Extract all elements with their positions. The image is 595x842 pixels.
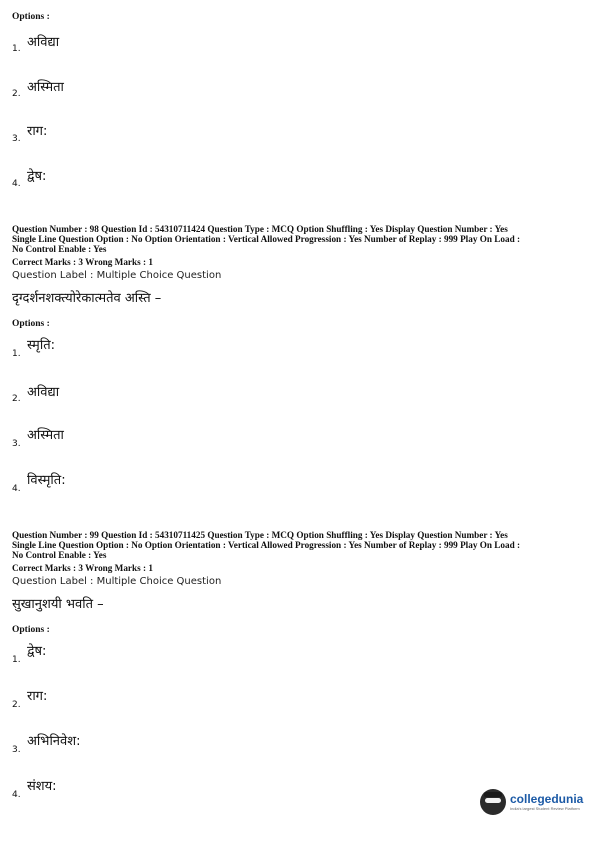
- option-number: 1.: [12, 44, 21, 54]
- question-marks: Correct Marks : 3 Wrong Marks : 1: [12, 257, 153, 267]
- option-number: 4.: [12, 484, 21, 494]
- option-text: अविद्या: [27, 35, 60, 50]
- question-text: दृग्दर्शनशक्त्योरेकात्मतेव अस्ति –: [12, 291, 162, 306]
- collegedunia-logo: [480, 789, 583, 815]
- option-text: विस्मृति:: [27, 473, 66, 488]
- question-label: Question Label : Multiple Choice Question: [12, 576, 222, 587]
- option-text: राग:: [27, 689, 48, 704]
- question-marks: Correct Marks : 3 Wrong Marks : 1: [12, 563, 153, 573]
- option-text: अस्मिता: [27, 80, 64, 95]
- option-text: अभिनिवेश:: [27, 734, 81, 749]
- option-number: 2.: [12, 700, 21, 710]
- option-text: राग:: [27, 124, 48, 139]
- option-text: द्वेष:: [27, 169, 47, 184]
- option-number: 1.: [12, 655, 21, 665]
- question-text: सुखानुशयी भवति –: [12, 597, 104, 612]
- option-number: 3.: [12, 134, 21, 144]
- logo-name: collegedunia: [510, 792, 584, 806]
- option-number: 2.: [12, 89, 21, 99]
- option-text: स्मृति:: [27, 338, 55, 353]
- question-meta: Question Number : 98 Question Id : 54310711424 Question Type : MCQ Option Shuffling : Yes Display Question Number : Yes Single Line Question Option : No Option Orientation : Vertical Allowed Progression : Yes Number of Replay : 999 Play On Load : No Control Enable : Yes: [12, 224, 521, 254]
- logo-text: [510, 793, 583, 811]
- option-text: अस्मिता: [27, 428, 64, 443]
- options-label: Options :: [12, 625, 50, 635]
- option-text: अविद्या: [27, 385, 60, 400]
- option-number: 4.: [12, 790, 21, 800]
- options-label: Options :: [12, 319, 50, 329]
- question-label: Question Label : Multiple Choice Question: [12, 270, 222, 281]
- logo-tagline: India's largest Student Review Platform: [510, 806, 580, 811]
- option-text: द्वेष:: [27, 644, 47, 659]
- option-text: संशय:: [27, 779, 57, 794]
- option-number: 1.: [12, 349, 21, 359]
- options-label: Options :: [12, 12, 50, 22]
- option-number: 3.: [12, 439, 21, 449]
- question-meta: Question Number : 99 Question Id : 54310711425 Question Type : MCQ Option Shuffling : Yes Display Question Number : Yes Single Line Question Option : No Option Orientation : Vertical Allowed Progression : Yes Number of Replay : 999 Play On Load : No Control Enable : Yes: [12, 530, 521, 560]
- option-number: 3.: [12, 745, 21, 755]
- option-number: 4.: [12, 179, 21, 189]
- graduate-mascot-icon: [480, 789, 506, 815]
- option-number: 2.: [12, 394, 21, 404]
